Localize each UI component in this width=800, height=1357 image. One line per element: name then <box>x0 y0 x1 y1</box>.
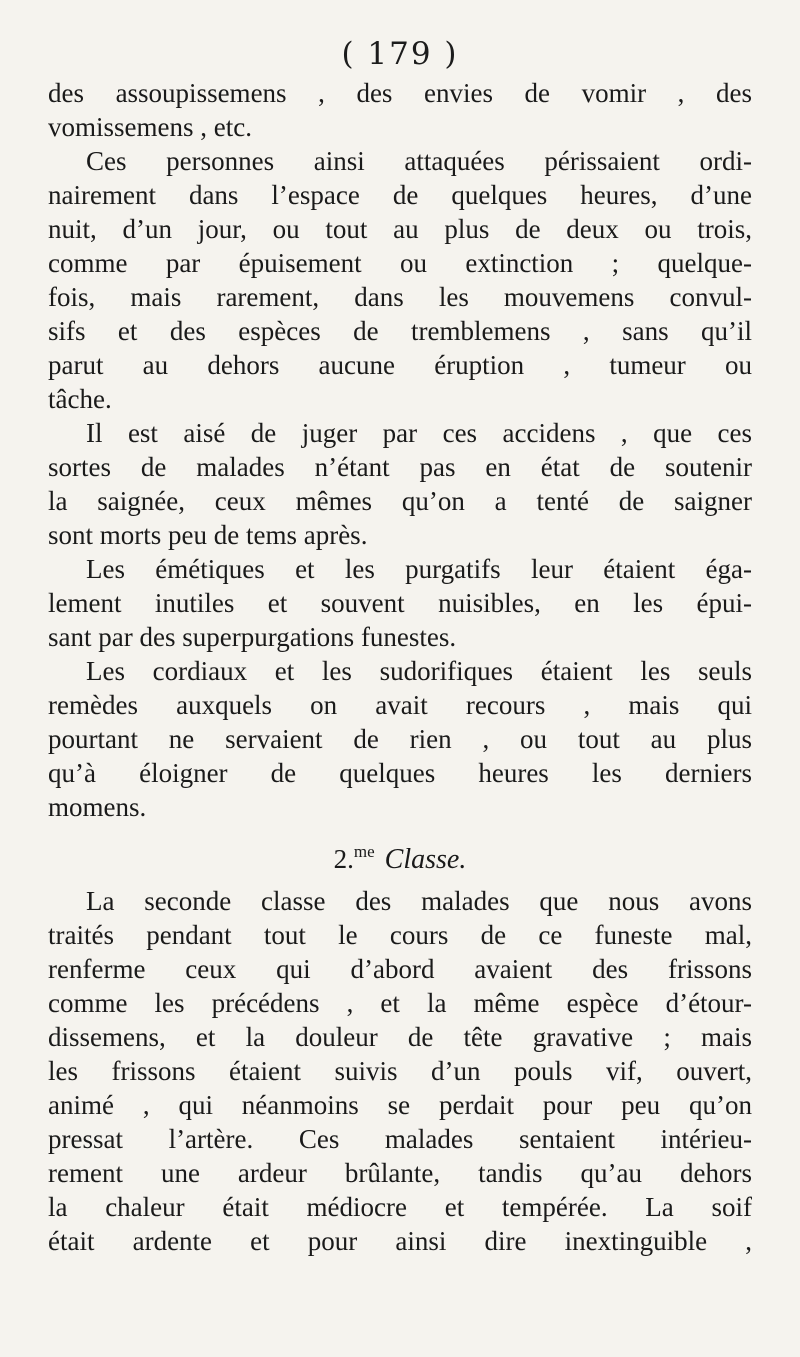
text-line: Ces personnes ainsi attaquées périssaient ordi- <box>86 146 752 176</box>
text-line: rement une ardeur brûlante, tandis qu’au dehors <box>48 1158 752 1188</box>
paragraph-3 <box>48 416 752 552</box>
text-line: La seconde classe des malades que nous avons <box>86 886 752 916</box>
paragraph-2 <box>48 144 752 416</box>
paragraph-4 <box>48 552 752 654</box>
text-line: lement inutiles et souvent nuisibles, en les épui- <box>48 588 752 618</box>
text-line: sortes de malades n’étant pas en état de soutenir <box>48 452 752 482</box>
text-line: pressat l’artère. Ces malades sentaient intérieu- <box>48 1124 752 1154</box>
text-line: renferme ceux qui d’abord avaient des frissons <box>48 954 752 984</box>
text-line: Les cordiaux et les sudorifiques étaient les seuls <box>86 656 752 686</box>
text-line: comme les précédens , et la même espèce d’étour- <box>48 988 752 1018</box>
section-heading <box>48 824 752 884</box>
text-line: Les émétiques et les purgatifs leur étaient éga- <box>86 554 752 584</box>
text-line: nairement dans l’espace de quelques heures, d’une <box>48 180 752 210</box>
paragraph-5 <box>48 654 752 824</box>
text-line: la chaleur était médiocre et tempérée. La soif <box>48 1192 752 1222</box>
text-line: Il est aisé de juger par ces accidens , que ces <box>86 418 752 448</box>
text-line: les frissons étaient suivis d’un pouls vif, ouvert, <box>48 1056 752 1086</box>
text-line: des assoupissemens , des envies de vomir , des <box>48 78 752 108</box>
text-line: vomissemens , etc. <box>48 112 252 142</box>
text-line: était ardente et pour ainsi dire inextinguible , <box>48 1226 752 1256</box>
text-line: momens. <box>48 792 147 822</box>
text-line: sont morts peu de tems après. <box>48 520 368 550</box>
page-text <box>48 76 752 1258</box>
paragraph-6 <box>48 884 752 1258</box>
text-line: dissemens, et la douleur de tête gravative ; mais <box>48 1022 752 1052</box>
text-line: animé , qui néanmoins se perdait pour peu qu’on <box>48 1090 752 1120</box>
text-line: sant par des superpurgations funestes. <box>48 622 457 652</box>
text-line: tâche. <box>48 384 112 414</box>
section-number: 2. <box>333 844 354 874</box>
text-line: comme par épuisement ou extinction ; quelque- <box>48 248 752 278</box>
page-number: ( 179 ) <box>341 36 459 72</box>
text-line: traités pendant tout le cours de ce funeste mal, <box>48 920 752 950</box>
text-line: la saignée, ceux mêmes qu’on a tenté de saigner <box>48 486 752 516</box>
section-title: Classe. <box>384 844 467 875</box>
text-line: remèdes auxquels on avait recours , mais qui <box>48 690 752 720</box>
text-line: fois, mais rarement, dans les mouvemens convul- <box>48 282 752 312</box>
text-line: parut au dehors aucune éruption , tumeur ou <box>48 350 752 380</box>
paragraph-1 <box>48 76 752 144</box>
text-line: pourtant ne servaient de rien , ou tout au plus <box>48 724 752 754</box>
text-line: nuit, d’un jour, ou tout au plus de deux ou trois, <box>48 214 752 244</box>
section-number-superscript: me <box>353 842 375 861</box>
text-line: qu’à éloigner de quelques heures les derniers <box>48 758 752 788</box>
text-line: sifs et des espèces de tremblemens , sans qu’il <box>48 316 752 346</box>
